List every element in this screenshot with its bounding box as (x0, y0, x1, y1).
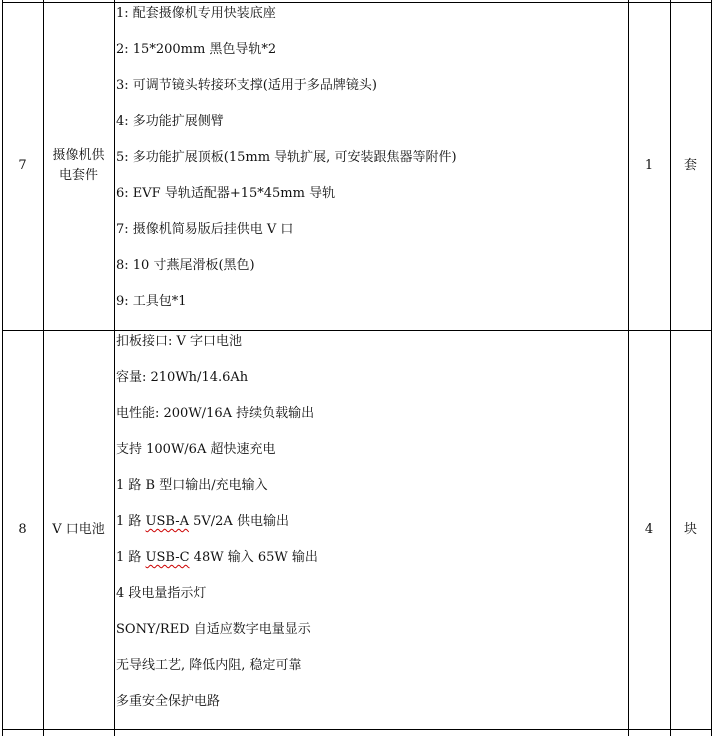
spec-text: 1 路 (116, 550, 146, 565)
spec-line: 支持 100W/6A 超快速充电 (116, 442, 276, 457)
spec-line (116, 550, 318, 566)
spec-line: 9: 工具包*1 (116, 294, 187, 309)
row-number-text: 8 (18, 521, 27, 537)
spec-line (116, 514, 289, 530)
quantity (628, 330, 670, 729)
spec-line: 多重安全保护电路 (116, 694, 221, 709)
spec-line: 5: 多功能扩展顶板(15mm 导轨扩展, 可安装跟焦器等附件) (116, 150, 457, 165)
spec-line: 1: 配套摄像机专用快装底座 (116, 6, 276, 21)
spec-line: 无导线工艺, 降低内阻, 稳定可靠 (116, 658, 302, 673)
unit (670, 330, 711, 729)
item-name-line: 摄像机供 (52, 148, 105, 163)
spec-line: 6: EVF 导轨适配器+15*45mm 导轨 (116, 186, 336, 201)
table-border-right (711, 0, 712, 736)
spellcheck-marked-text: USB-C (145, 550, 190, 565)
spec-line: 7: 摄像机简易版后挂供电 V 口 (116, 222, 294, 237)
unit-text: 套 (683, 158, 697, 173)
spec-text: 5V/2A 供电输出 (188, 514, 289, 529)
row-number (2, 330, 43, 729)
row-divider (2, 729, 712, 730)
spec-line: SONY/RED 自适应数字电量显示 (116, 622, 311, 637)
column-divider-2 (114, 0, 115, 736)
spec-line: 4 段电量指示灯 (116, 586, 207, 601)
row-number (2, 2, 43, 330)
item-name (43, 330, 114, 729)
unit-text: 块 (683, 521, 697, 537)
spec-line: 3: 可调节镜头转接环支撑(适用于多品牌镜头) (116, 78, 377, 93)
spec-line: 2: 15*200mm 黑色导轨*2 (116, 42, 277, 57)
row-number-text: 7 (18, 158, 27, 173)
spec-line: 电性能: 200W/16A 持续负载输出 (116, 406, 315, 421)
spec-text: 1 路 (116, 514, 146, 529)
spec-text: 48W 输入 65W 输出 (189, 550, 318, 565)
quantity (628, 2, 670, 330)
item-name-text: V 口电池 (52, 521, 105, 537)
unit (670, 2, 711, 330)
spellcheck-marked-text: USB-A (145, 514, 189, 529)
spec-line: 8: 10 寸燕尾滑板(黑色) (116, 258, 255, 273)
quantity-text: 1 (644, 158, 654, 173)
item-name-line: 电套件 (58, 168, 98, 183)
item-name (43, 2, 114, 330)
spec-line: 1 路 B 型口输出/充电输入 (116, 478, 268, 493)
spec-line: 扣板接口: V 字口电池 (116, 334, 243, 349)
quantity-text: 4 (644, 521, 654, 537)
spec-line: 4: 多功能扩展侧臂 (116, 114, 224, 129)
spec-line: 容量: 210Wh/14.6Ah (116, 370, 249, 385)
